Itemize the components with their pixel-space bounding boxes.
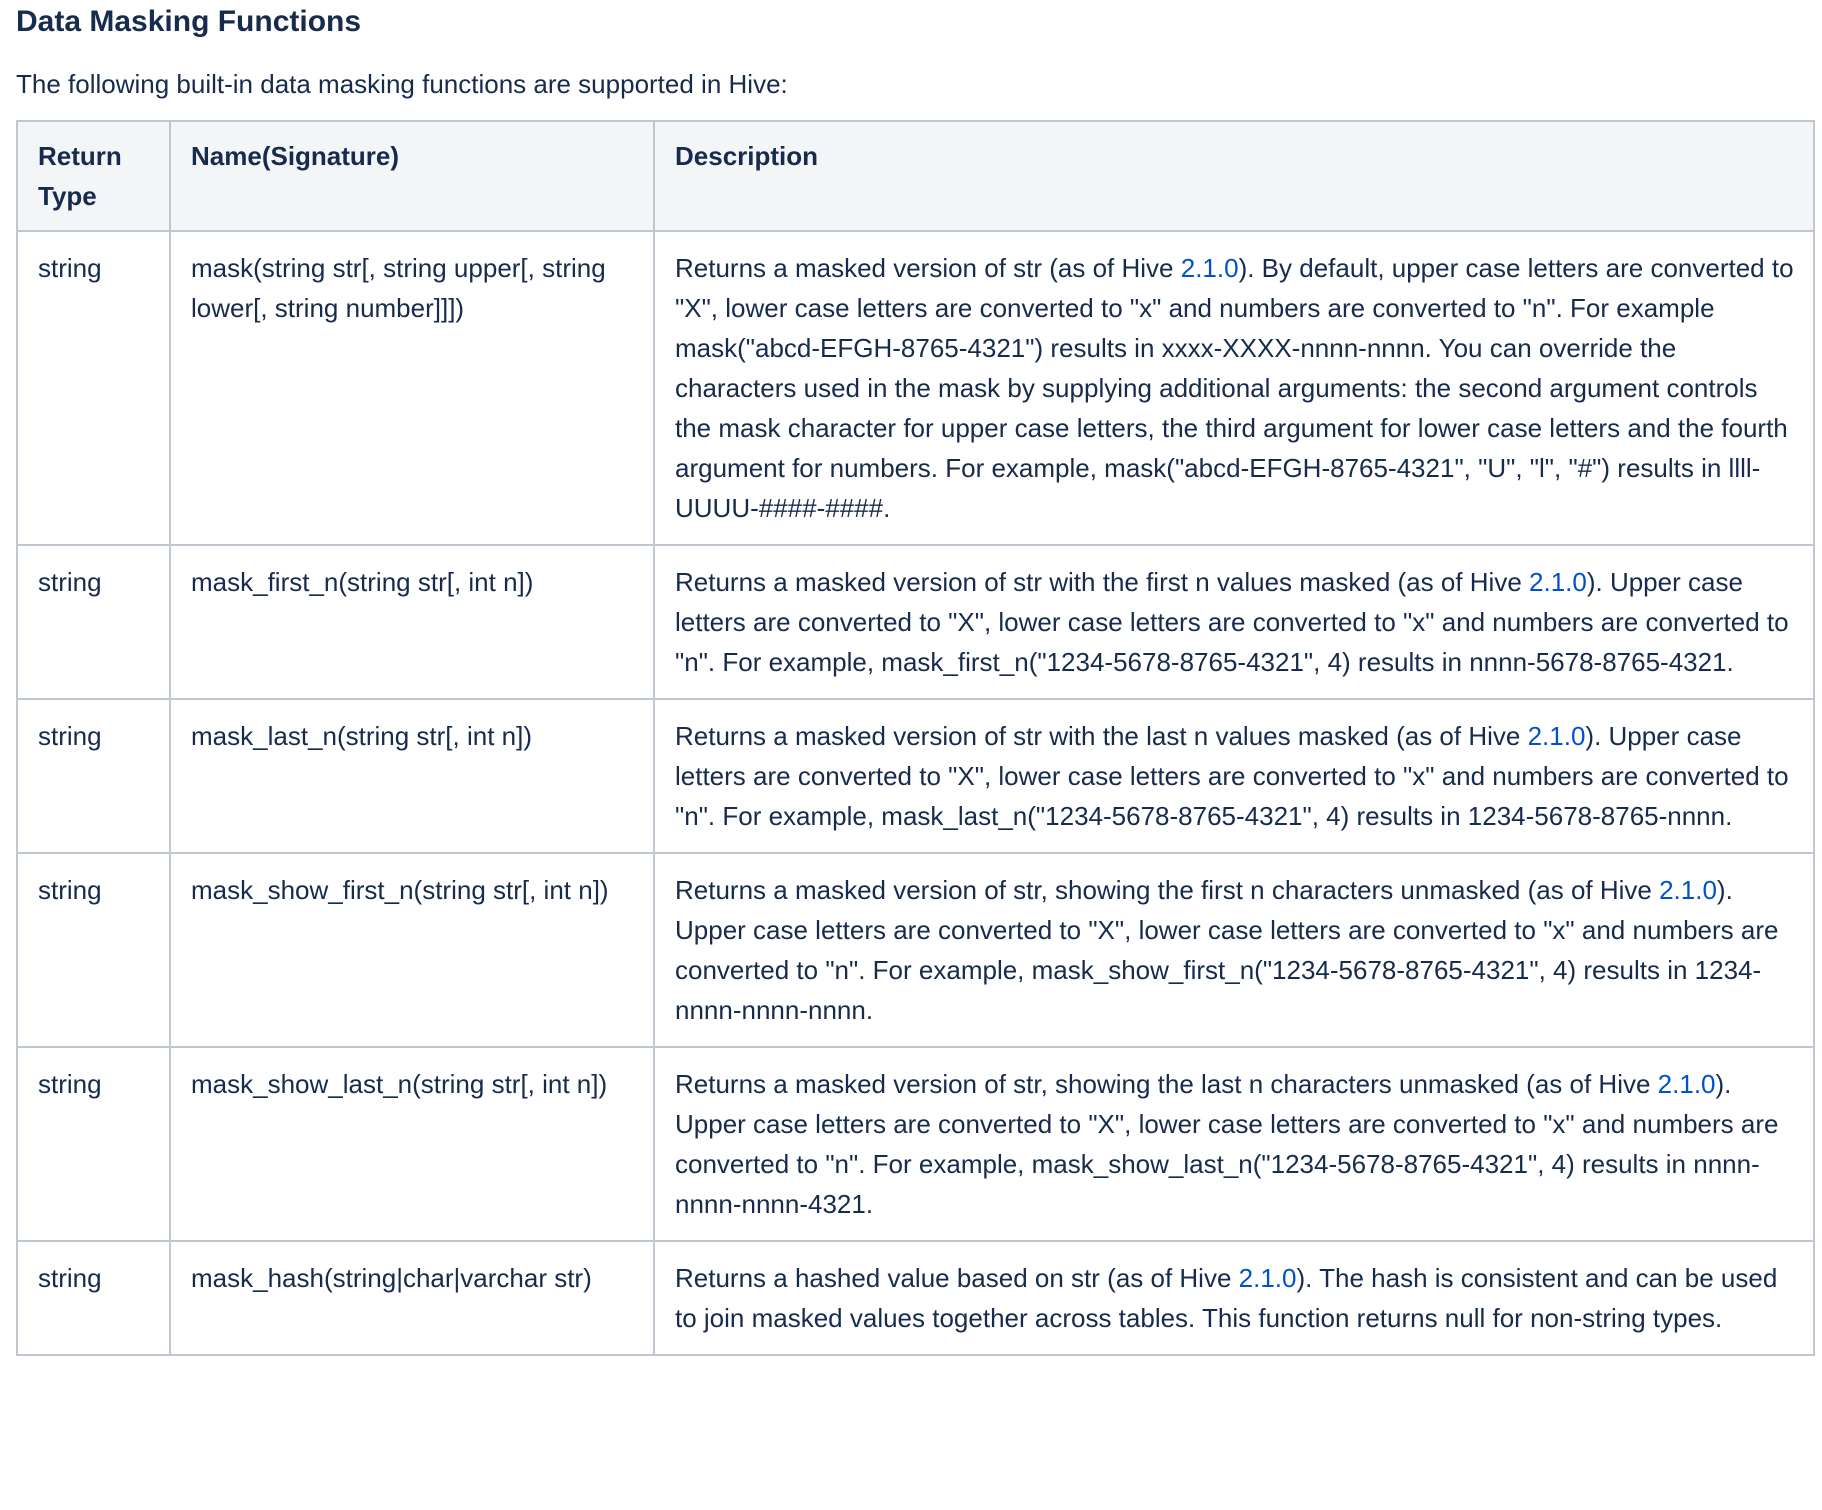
table-row (17, 1047, 1814, 1241)
desc-text: Returns a masked version of str, showing the first n characters unmasked (as of Hive (675, 875, 1660, 905)
version-link[interactable]: 2.1.0 (1238, 1263, 1297, 1293)
desc-text: Returns a masked version of str, showing the last n characters unmasked (as of Hive (675, 1069, 1658, 1099)
intro-text: The following built-in data masking functions are supported in Hive: (16, 69, 788, 99)
version-link[interactable]: 2.1.0 (1527, 721, 1586, 751)
cell-signature: mask_first_n(string str[, int n]) (170, 545, 654, 699)
desc-text: Returns a masked version of str (as of Hive (675, 253, 1181, 283)
table-row (17, 1241, 1814, 1355)
masking-functions-table (16, 120, 1815, 1356)
cell-return-type: string (17, 853, 170, 1047)
desc-text: ). The hash is consistent and can be used to join masked values together across tables. This function returns null for non-string types. (675, 1263, 1778, 1333)
desc-text: ). Upper case letters are converted to "X", lower case letters are converted to "x" and numbers are converted to "n". For example, mask_first_n("1234-5678-8765-4321", 4) results in nnnn-5678-8765-4321. (675, 567, 1789, 677)
table-row (17, 231, 1814, 545)
cell-description (654, 1241, 1814, 1355)
cell-signature: mask_show_last_n(string str[, int n]) (170, 1047, 654, 1241)
table-row (17, 699, 1814, 853)
desc-text: ). Upper case letters are converted to "X", lower case letters are converted to "x" and numbers are converted to "n". For example, mask_last_n("1234-5678-8765-4321", 4) results in 1234-5678-8765-nnnn. (675, 721, 1789, 831)
version-link[interactable]: 2.1.0 (1659, 875, 1717, 905)
table-row (17, 853, 1814, 1047)
cell-signature: mask_show_first_n(string str[, int n]) (170, 853, 654, 1047)
cell-signature: mask_hash(string|char|varchar str) (170, 1241, 654, 1355)
cell-return-type: string (17, 1047, 170, 1241)
cell-return-type: string (17, 1241, 170, 1355)
cell-signature: mask_last_n(string str[, int n]) (170, 699, 654, 853)
table-row (17, 545, 1814, 699)
cell-signature: mask(string str[, string upper[, string lower[, string number]]]) (170, 231, 654, 545)
cell-return-type: string (17, 545, 170, 699)
cell-description (654, 699, 1814, 853)
cell-return-type: string (17, 699, 170, 853)
cell-description (654, 853, 1814, 1047)
version-link[interactable]: 2.1.0 (1657, 1069, 1716, 1099)
version-link[interactable]: 2.1.0 (1529, 567, 1587, 597)
desc-text: Returns a hashed value based on str (as of Hive (675, 1263, 1239, 1293)
table-header-row (17, 121, 1814, 231)
section-title: Data Masking Functions (16, 5, 362, 38)
header-return-type: Return Type (17, 121, 170, 231)
cell-description (654, 545, 1814, 699)
header-name-signature: Name(Signature) (170, 121, 654, 231)
cell-description (654, 231, 1814, 545)
desc-text: Returns a masked version of str with the last n values masked (as of Hive (675, 721, 1528, 751)
desc-text: Returns a masked version of str with the first n values masked (as of Hive (675, 567, 1530, 597)
version-link[interactable]: 2.1.0 (1180, 253, 1239, 283)
header-description: Description (654, 121, 1814, 231)
desc-text: ). Upper case letters are converted to "X", lower case letters are converted to "x" and numbers are converted to "n". For example, mask_show_first_n("1234-5678-8765-4321", 4) results in 1234-nnnn-nnnn-nnnn. (675, 875, 1779, 1025)
desc-text: ). By default, upper case letters are converted to "X", lower case letters are converted to "x" and numbers are converted to "n". For example mask("abcd-EFGH-8765-4321") results in xxxx-XXXX-nnnn-nnnn. You can override the characters used in the mask by supplying additional arguments: the second argument controls the mask character for upper case letters, the third argument for lower case letters and the fourth argument for numbers. For example, mask("abcd-EFGH-8765-4321", "U", "l", "#") results in llll-UUUU-####-####. (675, 253, 1794, 523)
desc-text: ). Upper case letters are converted to "X", lower case letters are converted to "x" and numbers are converted to "n". For example, mask_show_last_n("1234-5678-8765-4321", 4) results in nnnn-nnnn-nnnn-4321. (675, 1069, 1779, 1219)
cell-return-type: string (17, 231, 170, 545)
cell-description (654, 1047, 1814, 1241)
